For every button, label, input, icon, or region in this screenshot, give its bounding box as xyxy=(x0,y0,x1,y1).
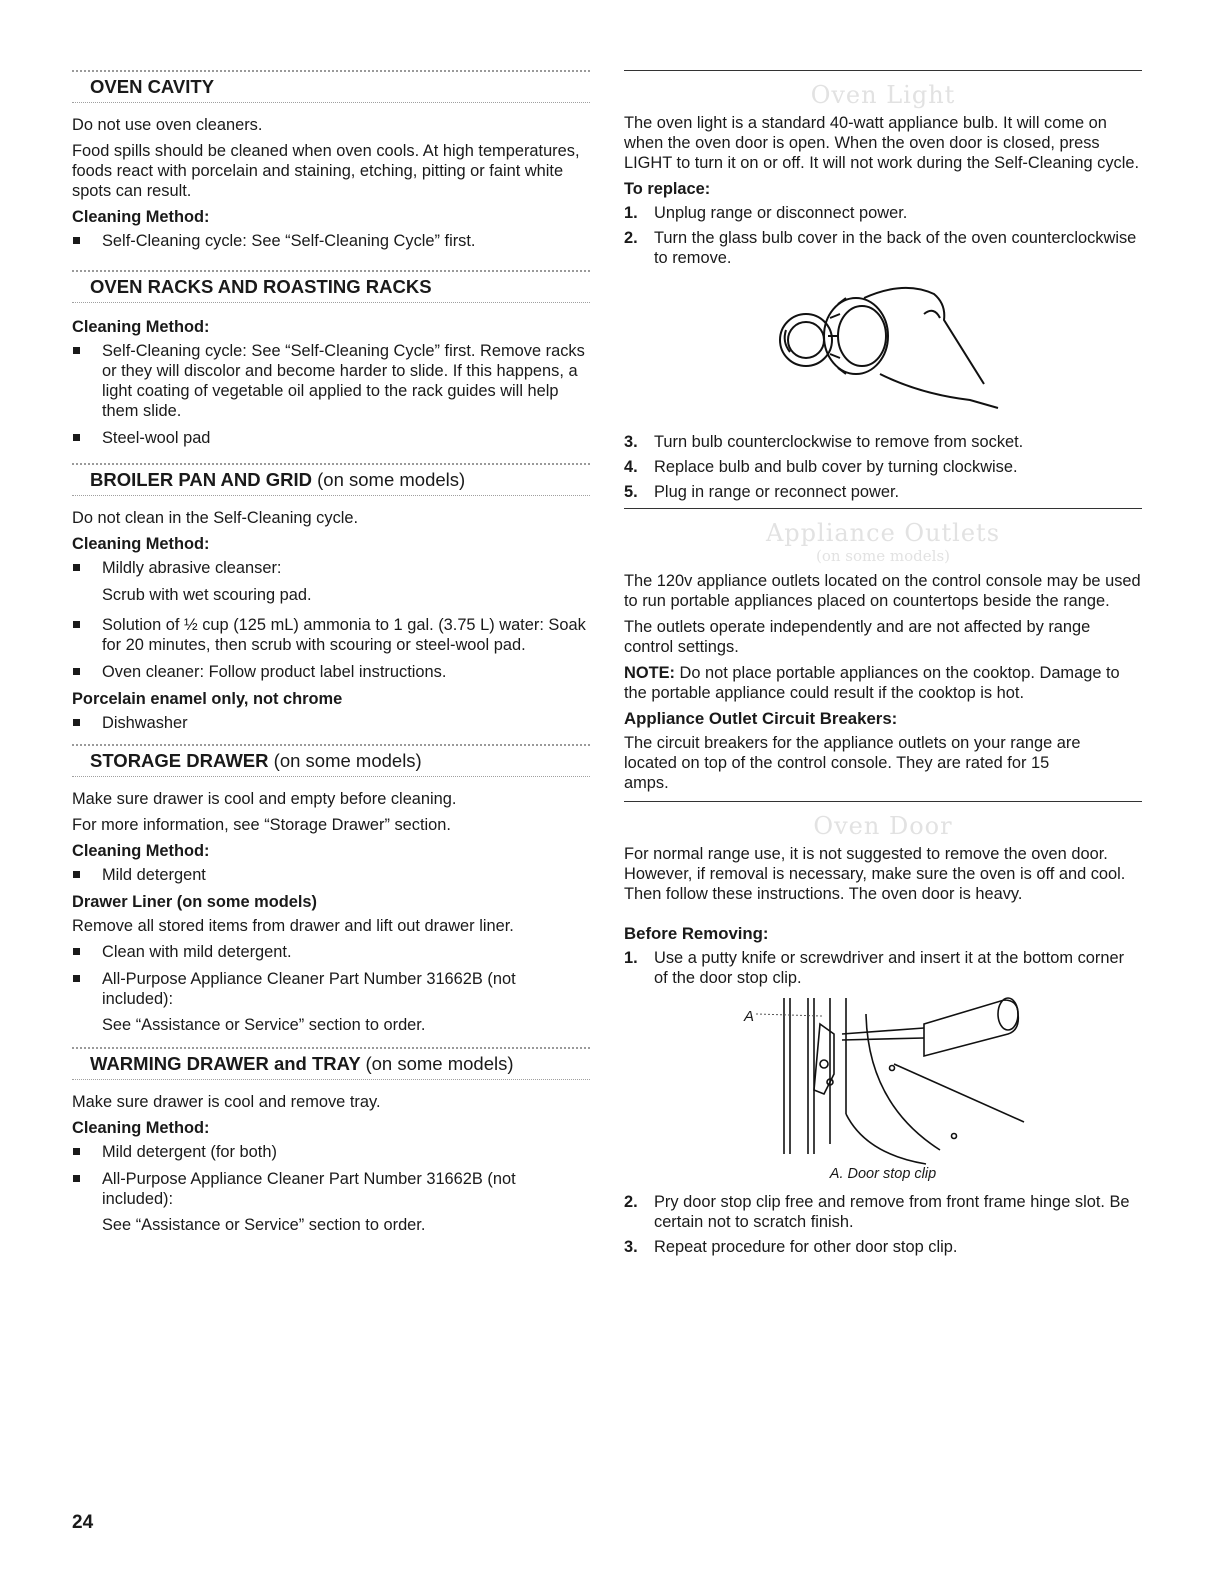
section-title-oven-cavity: OVEN CAVITY xyxy=(90,76,215,97)
cleaning-method-label: Cleaning Method: xyxy=(72,318,210,336)
cleaning-method-label: Cleaning Method: xyxy=(72,208,210,226)
list-item: Self-Cleaning cycle: See “Self-Cleaning Cycle” first. Remove racks or they will discolor and become harder to slide. If this happens, a light coating of vegetable oil applied to the rack guides will help them slide. xyxy=(72,341,590,421)
list-item: 5. Plug in range or reconnect power. xyxy=(624,483,900,501)
section-title-appliance-outlets: Appliance Outlets xyxy=(765,519,1001,547)
list-item: 1. Use a putty knife or screwdriver and insert it at the bottom corner of the door stop clip. xyxy=(624,949,1125,987)
list-item: 1. Unplug range or disconnect power. xyxy=(624,204,908,222)
square-bullet-icon xyxy=(73,621,80,628)
right-column xyxy=(624,70,1142,1263)
cleaning-method-label: Cleaning Method: xyxy=(72,1119,210,1137)
square-bullet-icon xyxy=(73,719,80,726)
numbered-list xyxy=(624,948,1142,988)
list-item: All-Purpose Appliance Cleaner Part Number 31662B (not included): xyxy=(72,969,590,1009)
list-item: Mild detergent xyxy=(72,865,590,885)
square-bullet-icon xyxy=(73,948,80,955)
to-replace-label: To replace: xyxy=(624,180,711,198)
list-item: 3. Turn bulb counterclockwise to remove from socket. xyxy=(624,433,1024,451)
figure-caption: A. Door stop clip xyxy=(829,1166,937,1182)
paragraph: Remove all stored items from drawer and lift out drawer liner. xyxy=(72,917,514,935)
paragraph: The outlets operate independently and are not affected by range control settings. xyxy=(624,618,1091,656)
before-removing-label: Before Removing: xyxy=(624,924,769,943)
section-title-oven-racks: OVEN RACKS AND ROASTING RACKS xyxy=(90,276,432,297)
list-item: Mildly abrasive cleanser: xyxy=(72,558,590,578)
bullet-list xyxy=(72,942,590,1009)
square-bullet-icon xyxy=(73,564,80,571)
paragraph: The circuit breakers for the appliance outlets on your range are located on top of the control console. They are rated for 15 amps. xyxy=(624,734,1081,792)
drawer-liner-label: Drawer Liner (on some models) xyxy=(72,893,318,911)
numbered-list xyxy=(624,432,1142,502)
numbered-list xyxy=(624,203,1142,268)
list-item: Clean with mild detergent. xyxy=(72,942,590,962)
section-title-warming-drawer: WARMING DRAWER and TRAY (on some models) xyxy=(90,1053,514,1074)
section-title-oven-light: Oven Light xyxy=(810,81,956,109)
screwdriver-door-clip-icon xyxy=(624,994,1142,1166)
square-bullet-icon xyxy=(73,237,80,244)
square-bullet-icon xyxy=(73,347,80,354)
square-bullet-icon xyxy=(73,871,80,878)
paragraph: Do not use oven cleaners. xyxy=(72,116,263,134)
paragraph: See “Assistance or Service” section to order. xyxy=(102,1216,426,1234)
square-bullet-icon xyxy=(73,1175,80,1182)
door-stop-clip-illustration xyxy=(624,994,1142,1166)
list-item: Oven cleaner: Follow product label instructions. xyxy=(72,662,590,682)
section-title-broiler: BROILER PAN AND GRID (on some models) xyxy=(90,469,466,490)
section-title-storage-drawer: STORAGE DRAWER (on some models) xyxy=(90,750,422,771)
bullet-list xyxy=(72,615,590,682)
paragraph: Make sure drawer is cool and empty before cleaning. xyxy=(72,790,457,808)
left-column xyxy=(72,70,590,1241)
hand-turning-bulb-cover-icon xyxy=(624,274,1142,432)
bullet-list xyxy=(72,231,590,251)
list-item: 4. Replace bulb and bulb cover by turning clockwise. xyxy=(624,458,1018,476)
list-item: 2. Turn the glass bulb cover in the back of the oven counterclockwise to remove. xyxy=(624,229,1137,267)
paragraph: For normal range use, it is not suggested to remove the oven door. However, if removal is necessary, make sure the oven is off and cool. Then follow these instructions. The oven door is heavy. xyxy=(624,845,1126,903)
list-item: Self-Cleaning cycle: See “Self-Cleaning Cycle” first. xyxy=(72,231,590,251)
bullet-list xyxy=(72,341,590,448)
paragraph: Do not clean in the Self-Cleaning cycle. xyxy=(72,509,359,527)
square-bullet-icon xyxy=(73,975,80,982)
bulb-cover-illustration xyxy=(624,274,1142,432)
bullet-list xyxy=(72,558,590,578)
list-item: All-Purpose Appliance Cleaner Part Number 31662B (not included): xyxy=(72,1169,590,1209)
section-rule xyxy=(624,801,1142,802)
paragraph: See “Assistance or Service” section to order. xyxy=(102,1016,426,1034)
section-subtitle: (on some models) xyxy=(816,547,950,565)
breakers-label: Appliance Outlet Circuit Breakers: xyxy=(624,709,898,728)
cleaning-method-label: Cleaning Method: xyxy=(72,842,210,860)
section-rule xyxy=(624,70,1142,71)
note-paragraph: NOTE: Do not place portable appliances on the cooktop. Damage to the portable appliance could result if the cooktop is hot. xyxy=(624,664,1120,702)
section-title-oven-door: Oven Door xyxy=(813,812,953,840)
list-item: Mild detergent (for both) xyxy=(72,1142,590,1162)
list-item: Solution of ½ cup (125 mL) ammonia to 1 gal. (3.75 L) water: Soak for 20 minutes, then scrub with scouring or steel-wool pad. xyxy=(72,615,590,655)
paragraph: The 120v appliance outlets located on the control console may be used to run portable appliances placed on countertops beside the range. xyxy=(624,572,1141,610)
page-number: 24 xyxy=(72,1512,94,1533)
figure-callout-letter: A xyxy=(744,1008,755,1025)
numbered-list xyxy=(624,1192,1142,1257)
cleaning-method-label: Cleaning Method: xyxy=(72,535,210,553)
paragraph: The oven light is a standard 40-watt appliance bulb. It will come on when the oven door is open. When the oven door is closed, press LIGHT to turn it on or off. It will not work during the Self-Cleaning cycle. xyxy=(624,114,1140,172)
bullet-list xyxy=(72,1142,590,1209)
paragraph: For more information, see “Storage Drawer” section. xyxy=(72,816,451,834)
paragraph: Scrub with wet scouring pad. xyxy=(102,586,312,604)
bullet-list xyxy=(72,713,590,733)
section-rule xyxy=(624,508,1142,509)
porcelain-label: Porcelain enamel only, not chrome xyxy=(72,690,343,708)
square-bullet-icon xyxy=(73,668,80,675)
list-item: 2. Pry door stop clip free and remove from front frame hinge slot. Be certain not to scratch finish. xyxy=(624,1193,1130,1231)
list-item: Steel-wool pad xyxy=(72,428,590,448)
paragraph: Make sure drawer is cool and remove tray. xyxy=(72,1093,381,1111)
paragraph: Food spills should be cleaned when oven cools. At high temperatures, foods react with porcelain and staining, etching, pitting or faint white spots can result. xyxy=(72,142,580,200)
bullet-list xyxy=(72,865,590,885)
list-item: 3. Repeat procedure for other door stop clip. xyxy=(624,1238,958,1256)
list-item: Dishwasher xyxy=(72,713,590,733)
square-bullet-icon xyxy=(73,434,80,441)
square-bullet-icon xyxy=(73,1148,80,1155)
